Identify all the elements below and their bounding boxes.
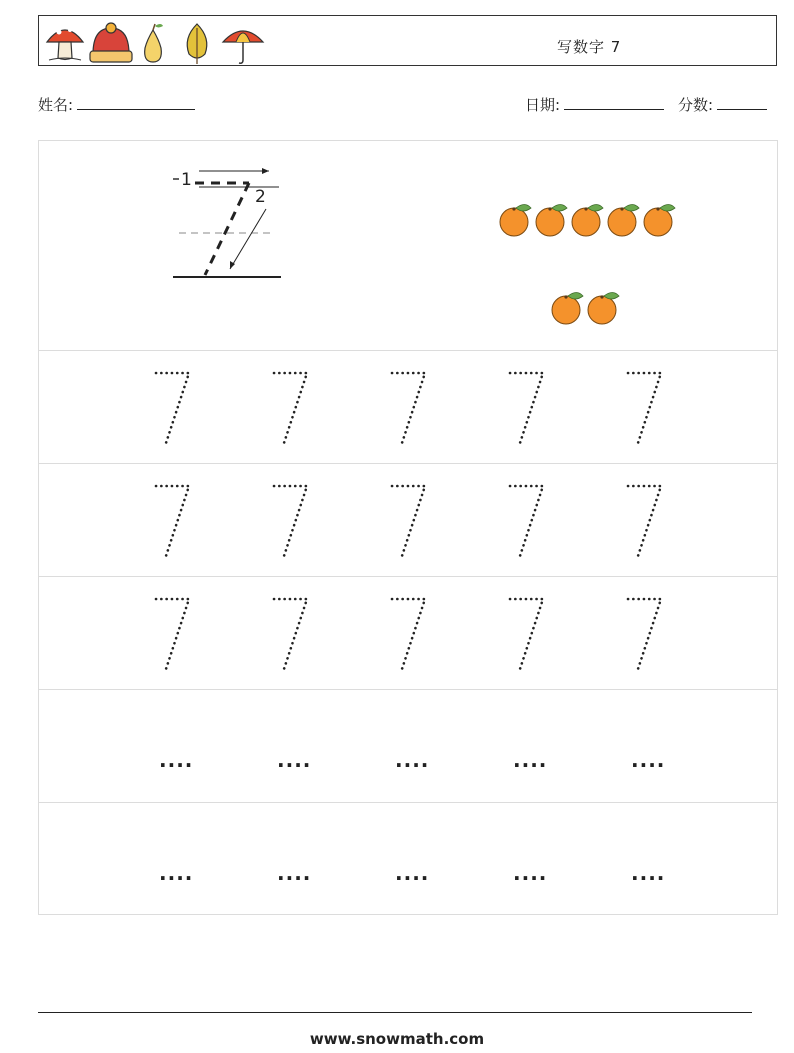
dotted-digit-7 <box>389 480 429 560</box>
leaf-icon <box>187 24 207 64</box>
name-line <box>77 93 195 110</box>
dotted-digit-7 <box>153 593 193 673</box>
stroke-1-label: 1 <box>181 170 192 190</box>
dotted-digit-7 <box>389 593 429 673</box>
dotted-trace-row <box>39 464 777 577</box>
mushroom-icon <box>47 28 83 60</box>
orange-icon <box>500 205 531 237</box>
dotted-digit-7 <box>507 367 547 447</box>
orange-icon <box>644 205 675 237</box>
score-line <box>717 93 767 110</box>
dotted-digit-7 <box>389 367 429 447</box>
orange-count-illustration <box>497 199 747 339</box>
blank-answer-dots: .... <box>513 748 548 772</box>
date-field <box>525 93 664 115</box>
blank-answer-dots: .... <box>277 861 312 885</box>
name-label: 姓名: <box>38 96 74 114</box>
orange-icon <box>572 205 603 237</box>
worksheet-title: 写数字 7 <box>557 38 622 56</box>
blank-answer-dots: .... <box>277 748 312 772</box>
footer-divider <box>38 1012 752 1013</box>
stroke-2-label: 2 <box>255 187 266 207</box>
practice-grid <box>38 140 778 915</box>
dotted-digit-7 <box>153 367 193 447</box>
blank-answer-dots: .... <box>159 861 194 885</box>
orange-icon <box>552 293 583 325</box>
worksheet-header <box>38 15 777 66</box>
footer-website: www.snowmath.com <box>309 1030 485 1048</box>
stroke-order-diagram <box>169 161 289 281</box>
blank-answer-dots: .... <box>513 861 548 885</box>
blank-practice-row <box>39 690 777 803</box>
blank-answer-dots: .... <box>159 748 194 772</box>
orange-icon <box>608 205 639 237</box>
dotted-digit-7 <box>271 480 311 560</box>
blank-answer-dots: .... <box>631 748 666 772</box>
demo-row <box>39 141 777 351</box>
blank-practice-row <box>39 803 777 916</box>
dotted-digit-7 <box>507 593 547 673</box>
umbrella-icon <box>223 31 263 63</box>
score-label: 分数: <box>678 96 714 114</box>
date-label: 日期: <box>525 96 561 114</box>
dotted-digit-7 <box>153 480 193 560</box>
orange-icon <box>588 293 619 325</box>
dotted-digit-7 <box>271 367 311 447</box>
pear-icon <box>145 24 163 62</box>
dotted-digit-7 <box>271 593 311 673</box>
score-field <box>678 93 767 115</box>
dotted-digit-7 <box>625 593 665 673</box>
blank-answer-dots: .... <box>631 861 666 885</box>
winter-hat-icon <box>90 23 132 62</box>
dotted-digit-7 <box>625 367 665 447</box>
name-field <box>38 93 195 115</box>
date-line <box>564 93 664 110</box>
dotted-digit-7 <box>507 480 547 560</box>
dotted-trace-row <box>39 351 777 464</box>
dotted-trace-row <box>39 577 777 690</box>
blank-answer-dots: .... <box>395 861 430 885</box>
header-icons <box>45 20 285 64</box>
orange-icon <box>536 205 567 237</box>
dotted-digit-7 <box>625 480 665 560</box>
blank-answer-dots: .... <box>395 748 430 772</box>
